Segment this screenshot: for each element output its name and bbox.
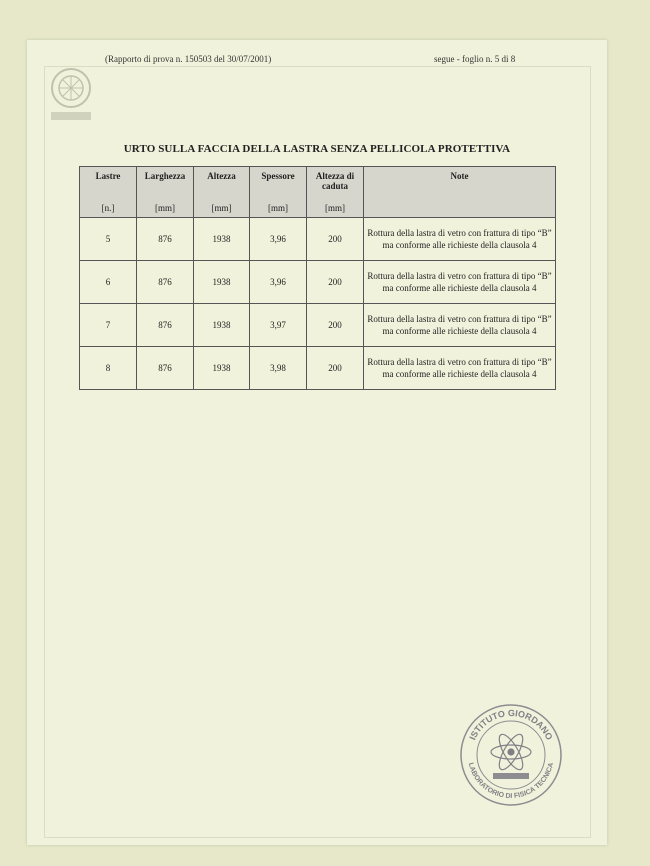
table-title: URTO SULLA FACCIA DELLA LASTRA SENZA PELLICOLA PROTETTIVA — [123, 143, 511, 155]
cell-spessore: 3,96 — [250, 218, 307, 261]
col-header-altezza: Altezza [mm] — [194, 167, 250, 218]
cell-lastre: 6 — [80, 261, 137, 304]
cell-larghezza: 876 — [137, 347, 194, 390]
cell-spessore: 3,98 — [250, 347, 307, 390]
table-row — [80, 304, 556, 347]
cell-altezza-caduta: 200 — [307, 347, 364, 390]
cell-altezza-caduta: 200 — [307, 218, 364, 261]
cell-altezza: 1938 — [194, 304, 250, 347]
cell-altezza: 1938 — [194, 347, 250, 390]
col-header-note: Note — [364, 167, 556, 218]
table-row — [80, 218, 556, 261]
cell-note: Rottura della lastra di vetro con frattura di tipo “B” ma conforme alle richieste della clausola 4 — [364, 261, 556, 304]
report-reference: (Rapporto di prova n. 150503 del 30/07/2001) — [105, 54, 272, 64]
cell-larghezza: 876 — [137, 304, 194, 347]
table-header-row — [80, 167, 556, 218]
col-header-larghezza: Larghezza [mm] — [137, 167, 194, 218]
stamp-bottom-text: LABORATORIO DI FISICA TECNICA — [466, 761, 556, 801]
col-header-altezza-caduta: Altezza di caduta [mm] — [307, 167, 364, 218]
col-header-lastre: Lastre [n.] — [80, 167, 137, 218]
results-table — [79, 166, 556, 390]
cell-altezza-caduta: 200 — [307, 261, 364, 304]
institute-logo-icon — [47, 66, 95, 124]
cell-spessore: 3,96 — [250, 261, 307, 304]
cell-lastre: 7 — [80, 304, 137, 347]
institute-stamp — [458, 702, 564, 808]
cell-altezza: 1938 — [194, 261, 250, 304]
cell-altezza: 1938 — [194, 218, 250, 261]
cell-lastre: 5 — [80, 218, 137, 261]
table-row — [80, 261, 556, 304]
cell-lastre: 8 — [80, 347, 137, 390]
col-header-spessore: Spessore [mm] — [250, 167, 307, 218]
cell-altezza-caduta: 200 — [307, 304, 364, 347]
atom-icon — [491, 731, 531, 773]
svg-text:ISTITUTO GIORDANO — [467, 708, 554, 742]
document-page — [27, 40, 607, 845]
cell-larghezza: 876 — [137, 261, 194, 304]
cell-spessore: 3,97 — [250, 304, 307, 347]
page-counter: segue - foglio n. 5 di 8 — [434, 54, 516, 64]
cell-note: Rottura della lastra di vetro con frattura di tipo “B” ma conforme alle richieste della clausola 4 — [364, 347, 556, 390]
cell-note: Rottura della lastra di vetro con frattura di tipo “B” ma conforme alle richieste della clausola 4 — [364, 304, 556, 347]
cell-note: Rottura della lastra di vetro con frattura di tipo “B” ma conforme alle richieste della clausola 4 — [364, 218, 556, 261]
cell-larghezza: 876 — [137, 218, 194, 261]
table-row — [80, 347, 556, 390]
stamp-top-text: ISTITUTO GIORDANO — [467, 707, 555, 742]
